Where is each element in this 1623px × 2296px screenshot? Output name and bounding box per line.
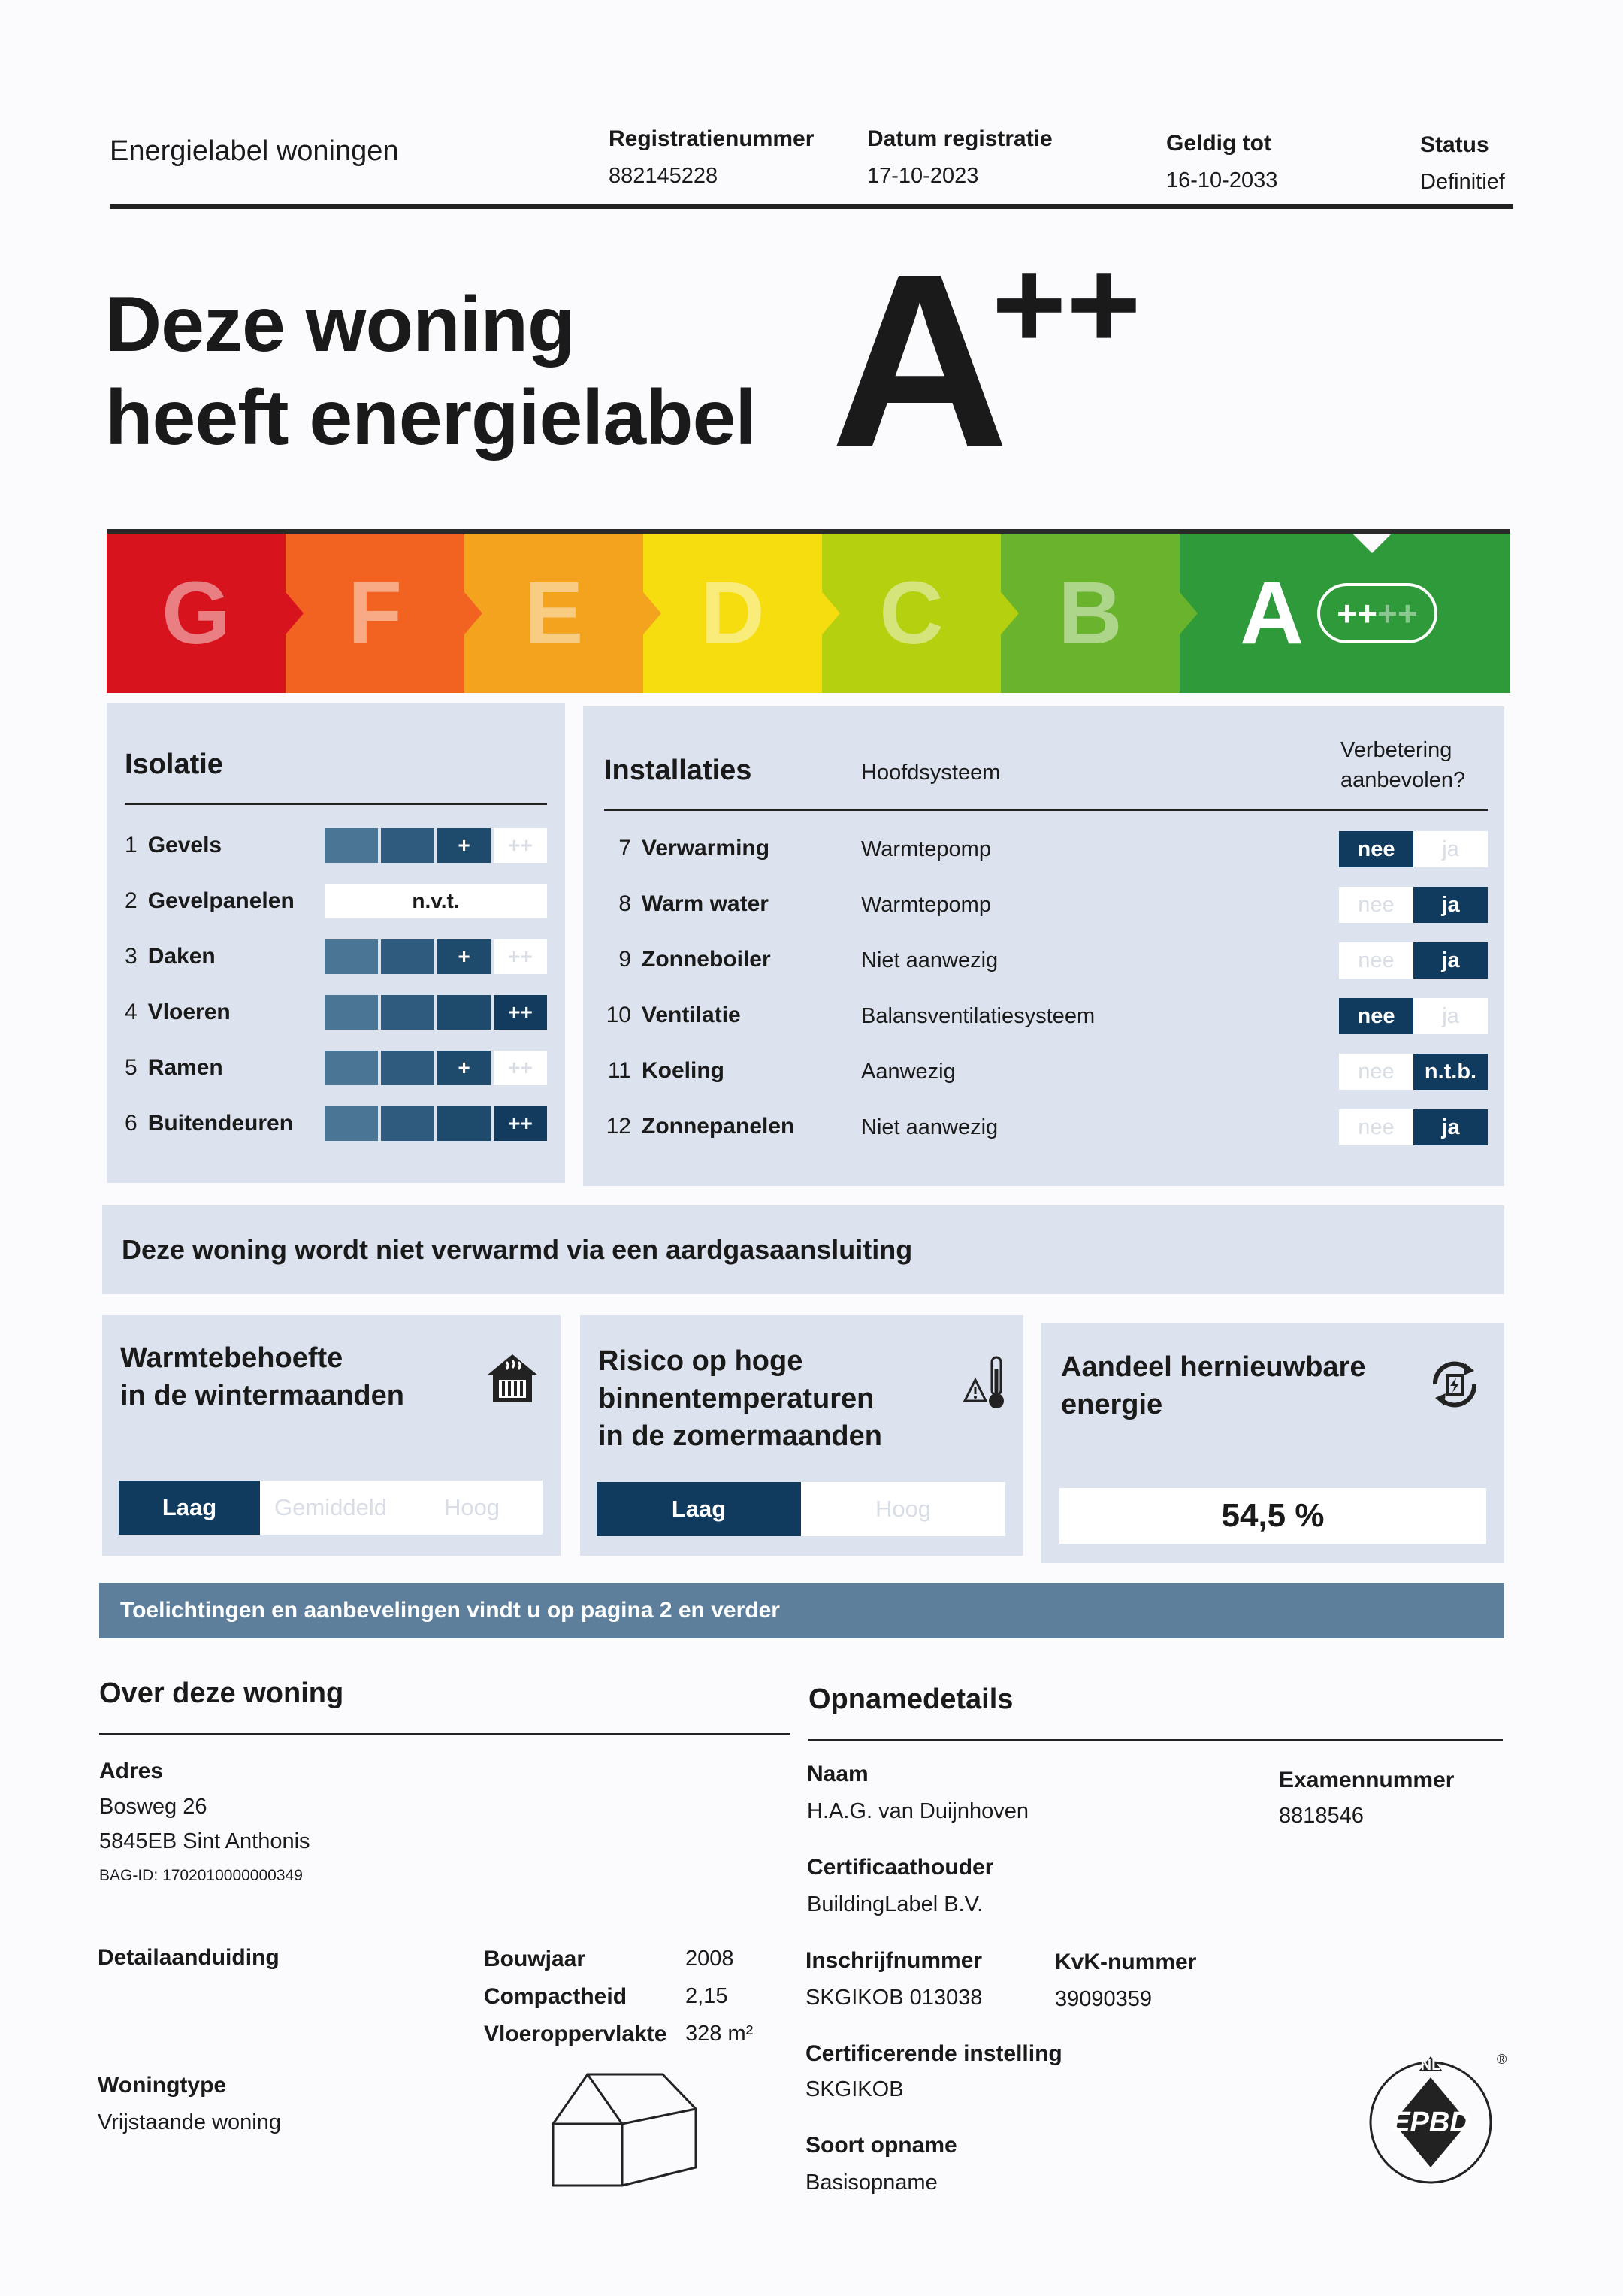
scale-arrow: [286, 592, 304, 634]
house-heating-icon: [484, 1351, 541, 1405]
kvk-label: KvK-nummer: [1055, 1950, 1197, 1974]
installatie-row-label: [601, 1114, 794, 1139]
row-number: 9: [618, 947, 631, 972]
row-number: 3: [125, 944, 138, 969]
field-value: 17-10-2023: [867, 164, 979, 188]
nee-cell: nee: [1339, 1054, 1413, 1090]
field-value: 882145228: [609, 164, 718, 188]
row-label: Warm water: [642, 891, 769, 916]
installaties-divider: [604, 809, 1488, 811]
certificerende-instelling-value: SKGIKOB: [805, 2077, 904, 2101]
title-line-2: heeft energielabel: [105, 374, 757, 461]
ja-cell: ja: [1413, 998, 1488, 1034]
field-value: 16-10-2033: [1166, 168, 1278, 192]
scale-arrow: [464, 592, 482, 634]
gauge-hoog: Hoog: [401, 1481, 543, 1535]
energy-label-letter: A: [830, 222, 1005, 499]
certificaathouder-value: BuildingLabel B.V.: [807, 1892, 984, 1916]
hoofdsysteem-value: Warmtepomp: [861, 837, 991, 861]
risico-title: [598, 1342, 882, 1455]
opnamedetails-divider: [808, 1739, 1503, 1741]
rating-cell-filled: [381, 995, 434, 1030]
gauge-laag: Laag: [597, 1482, 801, 1536]
scale-letter: B: [1058, 564, 1123, 663]
hernieuwbaar-panel: [1041, 1323, 1504, 1563]
examennummer-value: 8818546: [1279, 1804, 1364, 1828]
rating-cell-filled: [381, 828, 434, 863]
scale-segment-d: [643, 534, 822, 693]
rating-cell-filled: +: [437, 828, 491, 863]
verbetering-indicator: [1339, 1054, 1488, 1090]
rating-cell-filled: +: [437, 939, 491, 974]
rating-cell-filled: [437, 1106, 491, 1141]
row-label: Ramen: [147, 1055, 223, 1080]
detailaanduiding-label: Detailaanduiding: [98, 1945, 280, 1970]
scale-segment-g: [107, 534, 286, 693]
rating-cell-filled: [381, 939, 434, 974]
rating-cell-filled: [325, 1051, 378, 1085]
row-label: Gevels: [147, 833, 222, 858]
rating-nvt: n.v.t.: [325, 884, 547, 918]
compactheid-label: Compactheid: [484, 1984, 627, 2009]
warmtebehoefte-title: [120, 1339, 404, 1414]
row-label: Zonneboiler: [642, 947, 771, 972]
title-line: Warmtebehoefte: [120, 1342, 343, 1374]
verbetering-indicator: [1339, 998, 1488, 1034]
title-line: in de wintermaanden: [120, 1380, 404, 1411]
installatie-row-label: [601, 1003, 741, 1028]
page-title: [105, 278, 756, 464]
scale-segment-c: [822, 534, 1001, 693]
row-number: 6: [125, 1111, 138, 1136]
scale-letter: C: [879, 564, 944, 663]
gauge-laag: Laag: [119, 1481, 260, 1535]
gauge-gemiddeld: Gemiddeld: [260, 1481, 401, 1535]
field-label: Geldig tot: [1166, 131, 1271, 156]
nee-cell: nee: [1339, 998, 1413, 1034]
rating-cell-filled: [437, 995, 491, 1030]
logo-name: EPBD: [1391, 2107, 1470, 2138]
detached-house-icon: [552, 2068, 697, 2192]
isolatie-rating-bar: [325, 828, 547, 863]
adres-line-1: Bosweg 26: [99, 1795, 207, 1819]
hoofdsysteem-value: Niet aanwezig: [861, 948, 999, 973]
rating-cell-filled: [325, 939, 378, 974]
isolatie-rating-bar: [325, 1106, 547, 1141]
plus-indicator: [1317, 583, 1437, 643]
row-number: 12: [606, 1114, 631, 1139]
naam-label: Naam: [807, 1762, 869, 1786]
nee-cell: nee: [1339, 887, 1413, 923]
warmtebehoefte-panel: [102, 1315, 561, 1556]
over-woning-title: Over deze woning: [99, 1677, 344, 1709]
certificerende-instelling-label: Certificerende instelling: [805, 2041, 1062, 2066]
title-line: binnentemperaturen: [598, 1383, 875, 1414]
header-divider: [110, 204, 1513, 209]
scale-segment-f: [286, 534, 464, 693]
isolatie-row-label: [125, 888, 295, 914]
row-label: Daken: [147, 944, 216, 969]
over-woning-divider: [99, 1733, 790, 1735]
gas-notice: Deze woning wordt niet verwarmd via een aardgasaansluiting: [122, 1234, 913, 1265]
row-number: 8: [618, 891, 631, 916]
field-label: Datum registratie: [867, 126, 1053, 151]
row-number: 2: [125, 888, 138, 913]
scale-segment-e: [464, 534, 643, 693]
soort-opname-label: Soort opname: [805, 2133, 957, 2158]
field-label: Status: [1420, 132, 1489, 157]
risico-panel: [580, 1315, 1023, 1556]
isolatie-rating-bar: [325, 1051, 547, 1085]
rating-cell-filled: +: [437, 1051, 491, 1085]
scale-segment-b: [1001, 534, 1180, 693]
isolatie-rating-bar: [325, 939, 547, 974]
scale-letter: D: [700, 564, 765, 663]
isolatie-panel: [107, 703, 565, 1183]
ja-cell: n.t.b.: [1413, 1054, 1488, 1090]
installatie-row-label: [601, 891, 769, 917]
energy-label-plus: ++: [992, 233, 1141, 376]
registration-number-field: [609, 126, 814, 189]
installaties-title: Installaties: [604, 755, 752, 786]
hoofdsysteem-value: Niet aanwezig: [861, 1115, 999, 1139]
examennummer-label: Examennummer: [1279, 1768, 1455, 1792]
rating-cell-filled: [381, 1051, 434, 1085]
epbd-logo: [1365, 2041, 1507, 2192]
energy-scale: [107, 534, 1510, 693]
gas-notice-strip: [102, 1205, 1504, 1294]
isolatie-row-label: [125, 944, 216, 970]
hoofdsysteem-value: Aanwezig: [861, 1060, 956, 1084]
scale-letter: E: [524, 564, 584, 663]
isolatie-divider: [125, 803, 547, 805]
rating-cell-filled: [325, 1106, 378, 1141]
verbetering-header: Verbetering aanbevolen?: [1340, 738, 1466, 792]
verbetering-indicator: [1339, 942, 1488, 979]
row-label: Verwarming: [642, 836, 770, 861]
document-type: Energielabel woningen: [110, 135, 399, 167]
installatie-row-label: [601, 947, 771, 973]
title-line-1: Deze woning: [105, 281, 575, 368]
nee-cell: nee: [1339, 942, 1413, 979]
scale-segment-a-active: [1180, 534, 1510, 693]
verbetering-indicator: [1339, 831, 1488, 867]
gauge-hoog: Hoog: [801, 1482, 1005, 1536]
installatie-row-label: [601, 1058, 724, 1084]
kvk-value: 39090359: [1055, 1987, 1153, 2011]
hoofdsysteem-value: Warmtepomp: [861, 893, 991, 917]
row-label: Gevelpanelen: [147, 888, 295, 913]
rating-cell-filled: [381, 1106, 434, 1141]
registration-date-field: [867, 126, 1053, 189]
woningtype-value: Vrijstaande woning: [98, 2110, 281, 2134]
row-number: 4: [125, 1000, 138, 1024]
status-field: [1420, 132, 1505, 195]
row-number: 10: [606, 1003, 631, 1027]
recommendations-band: Toelichtingen en aanbevelingen vindt u op pagina 2 en verder: [99, 1583, 1504, 1638]
risico-gauge: [597, 1482, 1005, 1536]
valid-until-field: [1166, 131, 1277, 193]
ja-cell: ja: [1413, 831, 1488, 867]
verbetering-indicator: [1339, 1109, 1488, 1145]
row-label: Koeling: [642, 1058, 724, 1083]
rating-cell-filled: [325, 995, 378, 1030]
rating-cell-empty: ++: [494, 939, 547, 974]
nee-cell: nee: [1339, 1109, 1413, 1145]
plus-active: ++: [1337, 594, 1377, 633]
warmtebehoefte-gauge: [119, 1481, 543, 1535]
nee-cell: nee: [1339, 831, 1413, 867]
rating-cell-filled: ++: [494, 995, 547, 1030]
title-line: Aandeel hernieuwbare: [1061, 1351, 1366, 1383]
plus-inactive: ++: [1377, 594, 1418, 633]
inschrijfnummer-label: Inschrijfnummer: [805, 1948, 983, 1973]
naam-value: H.A.G. van Duijnhoven: [807, 1799, 1029, 1823]
isolatie-rating-bar: [325, 995, 547, 1030]
row-number: 7: [618, 836, 631, 861]
isolatie-row-label: [125, 833, 222, 858]
renewable-share-value: 54,5 %: [1059, 1488, 1486, 1544]
bag-id: BAG-ID: 1702010000000349: [99, 1867, 303, 1884]
inschrijfnummer-value: SKGIKOB 013038: [805, 1986, 983, 2010]
woningtype-label: Woningtype: [98, 2073, 227, 2098]
adres-label: Adres: [99, 1759, 164, 1783]
logo-registered: ®: [1497, 2052, 1507, 2067]
row-label: Vloeren: [147, 1000, 231, 1024]
hoofdsysteem-value: Balansventilatiesysteem: [861, 1004, 1096, 1028]
certificaathouder-label: Certificaathouder: [807, 1855, 994, 1880]
row-number: 5: [125, 1055, 138, 1080]
scale-letter: F: [347, 564, 403, 663]
scale-arrow: [1180, 592, 1198, 634]
vloeroppervlakte-label: Vloeroppervlakte: [484, 2022, 667, 2046]
vloeroppervlakte-value: 328 m²: [685, 2022, 754, 2046]
isolatie-rating-bar: [325, 884, 547, 918]
scale-pointer: [1352, 534, 1392, 553]
opnamedetails-title: Opnamedetails: [808, 1683, 1014, 1715]
renewable-energy-icon: [1426, 1356, 1483, 1413]
installatie-row-label: [601, 836, 769, 861]
scale-arrow: [643, 592, 661, 634]
ja-cell: ja: [1413, 887, 1488, 923]
adres-line-2: 5845EB Sint Anthonis: [99, 1829, 310, 1853]
hernieuwbaar-title: [1061, 1348, 1365, 1423]
rating-cell-empty: ++: [494, 1051, 547, 1085]
isolatie-title: Isolatie: [125, 749, 223, 780]
soort-opname-value: Basisopname: [805, 2170, 938, 2195]
bouwjaar-value: 2008: [685, 1947, 734, 1971]
temperature-warning-icon: [963, 1354, 1008, 1411]
isolatie-row-label: [125, 1055, 223, 1081]
field-value: Definitief: [1420, 170, 1505, 194]
rating-cell-empty: ++: [494, 828, 547, 863]
isolatie-row-label: [125, 1111, 293, 1136]
scale-arrow: [822, 592, 840, 634]
title-line: Risico op hoge: [598, 1345, 803, 1377]
hoofdsysteem-header: Hoofdsysteem: [861, 761, 1001, 785]
rating-cell-filled: [325, 828, 378, 863]
row-label: Ventilatie: [642, 1003, 741, 1027]
isolatie-row-label: [125, 1000, 231, 1025]
row-number: 1: [125, 833, 138, 858]
field-label: Registratienummer: [609, 126, 815, 151]
compactheid-value: 2,15: [685, 1984, 728, 2008]
row-number: 11: [607, 1058, 631, 1083]
scale-letter: G: [162, 564, 231, 663]
rating-cell-filled: ++: [494, 1106, 547, 1141]
scale-arrow: [1001, 592, 1019, 634]
logo-country: NL: [1420, 2057, 1441, 2074]
bouwjaar-label: Bouwjaar: [484, 1947, 586, 1971]
ja-cell: ja: [1413, 1109, 1488, 1145]
scale-letter: A: [1240, 564, 1304, 663]
title-line: in de zomermaanden: [598, 1420, 882, 1452]
title-line: energie: [1061, 1389, 1163, 1420]
row-label: Zonnepanelen: [642, 1114, 795, 1139]
row-label: Buitendeuren: [147, 1111, 294, 1136]
installaties-panel: [583, 706, 1504, 1186]
verbetering-indicator: [1339, 887, 1488, 923]
ja-cell: ja: [1413, 942, 1488, 979]
